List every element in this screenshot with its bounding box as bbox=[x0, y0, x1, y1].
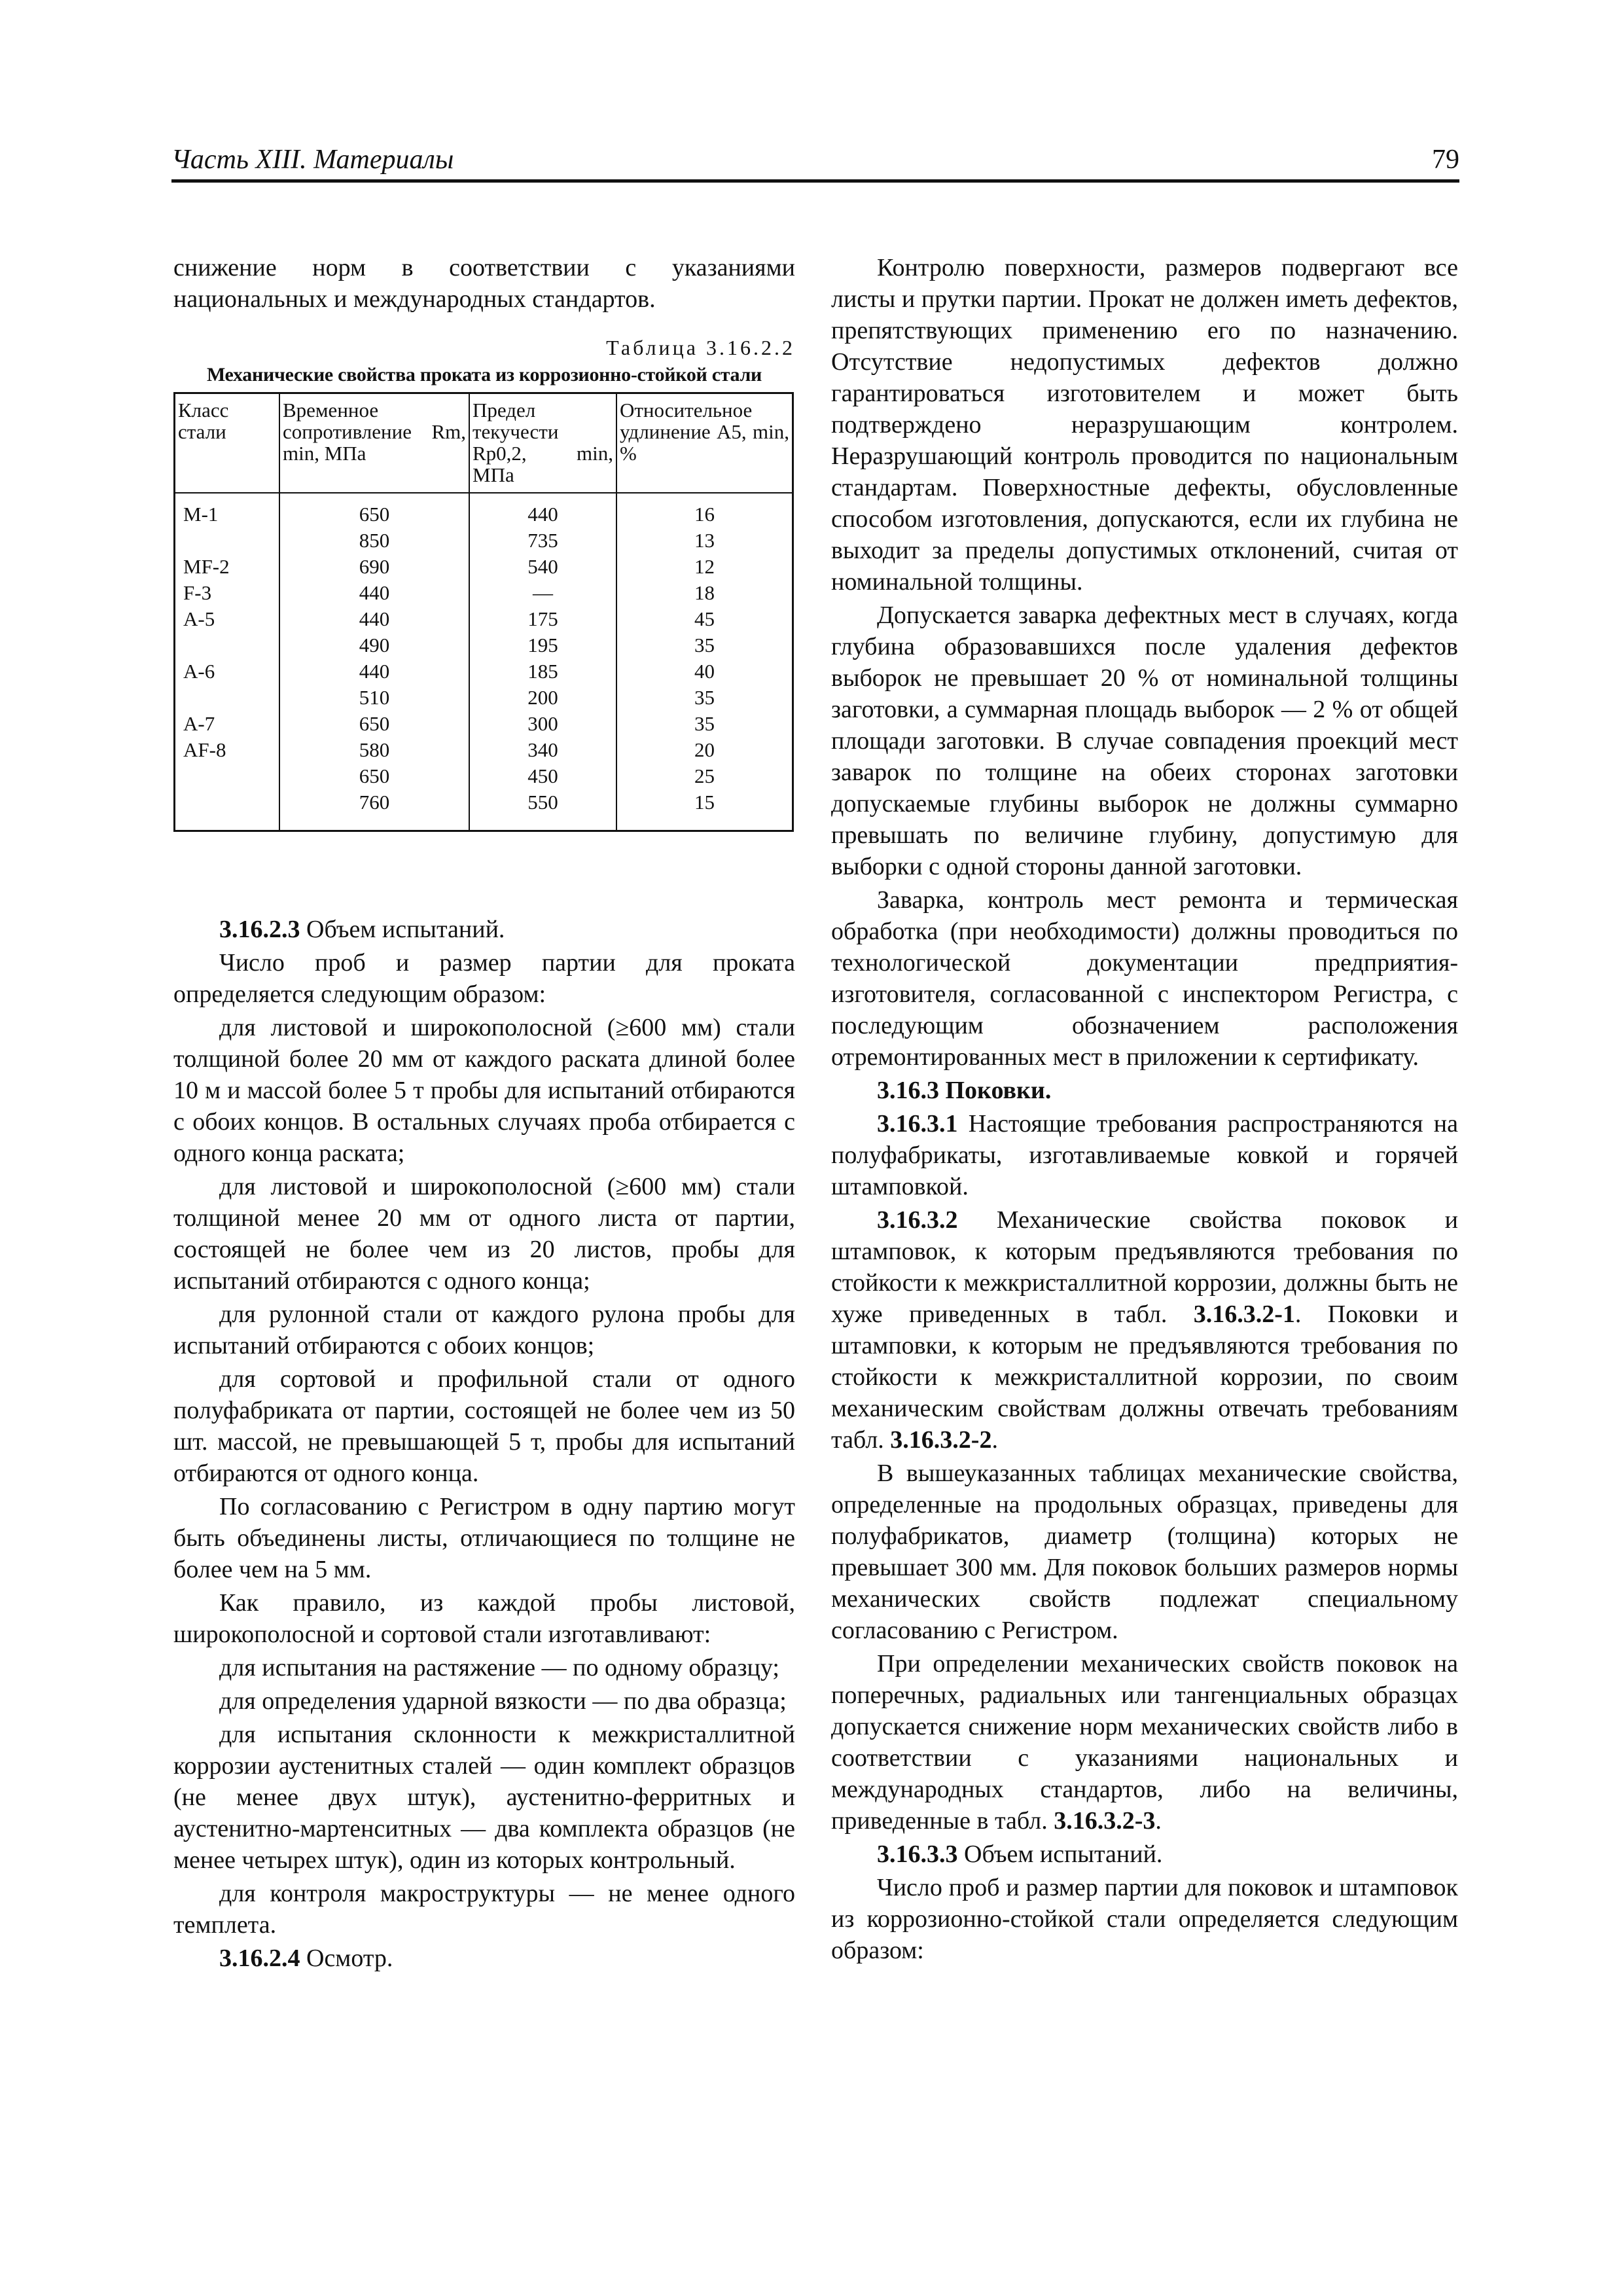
table-cell: 35 bbox=[616, 685, 793, 711]
table-row bbox=[175, 632, 793, 658]
table-cell: 13 bbox=[616, 528, 793, 554]
table-cell: F-3 bbox=[175, 580, 280, 606]
paragraph: 3.16.3.2 Механические свойства поковок и штамповок, к которым предъявляются требования по стойкости к межкристаллитной коррозии, должны быть не хуже приведенных в табл. 3.16.3.2-1. Поковки и штамповки, к которым не предъявляются требования по стойкости к межкристаллитной коррозии, по своим механическим свойствам должны отвечать требованиям табл. 3.16.3.2-2. bbox=[831, 1206, 1458, 1454]
table-cell: 550 bbox=[469, 789, 616, 831]
table-reference: 3.16.3.2-2 bbox=[890, 1426, 992, 1454]
table-cell: 650 bbox=[279, 763, 469, 789]
table-cell: 300 bbox=[469, 711, 616, 737]
table-cell bbox=[175, 789, 280, 831]
table-cell: 440 bbox=[279, 606, 469, 632]
table-row bbox=[175, 606, 793, 632]
table-title: Механические свойства проката из коррозионно-стойкой стали bbox=[206, 364, 762, 386]
table-cell: M-1 bbox=[175, 493, 280, 528]
table-row bbox=[175, 685, 793, 711]
table-cell: 850 bbox=[279, 528, 469, 554]
section-number: 3.16.3.2 bbox=[877, 1206, 958, 1234]
column-header: Предел текучести Rp0,2, min, МПа bbox=[469, 393, 616, 493]
paragraph: 3.16.3.1 Настоящие требования распространяются на полуфабрикаты, изготавливаемые ковкой и горячей штамповкой. bbox=[831, 1110, 1458, 1200]
paragraph: В вышеуказанных таблицах механические свойства, определенные на продольных образцах, приведены для полуфабрикатов, диаметр (толщина) которых не превышает 300 мм. Для поковок больших размеров нормы механических свойств подлежат специальному согласованию с Регистром. bbox=[831, 1460, 1458, 1644]
table-cell bbox=[175, 685, 280, 711]
table-cell: 195 bbox=[469, 632, 616, 658]
left-column bbox=[173, 252, 795, 1974]
paragraph: для испытания на растяжение — по одному образцу; bbox=[219, 1654, 779, 1681]
table-cell: 340 bbox=[469, 737, 616, 763]
table-cell: 650 bbox=[279, 493, 469, 528]
table-cell: A-5 bbox=[175, 606, 280, 632]
page-header bbox=[171, 143, 1459, 183]
table-cell: 35 bbox=[616, 632, 793, 658]
section-number: 3.16.2.3 bbox=[219, 916, 300, 943]
table-cell: 15 bbox=[616, 789, 793, 831]
table-cell: MF-2 bbox=[175, 554, 280, 580]
paragraph: По согласованию с Регистром в одну партию могут быть объединены листы, отличающиеся по толщине не более чем на 5 мм. bbox=[173, 1493, 795, 1583]
column-header: Относительное удлинение A5, min, % bbox=[616, 393, 793, 493]
table-cell: 175 bbox=[469, 606, 616, 632]
table-cell: 650 bbox=[279, 711, 469, 737]
table-cell: 45 bbox=[616, 606, 793, 632]
table-row bbox=[175, 554, 793, 580]
table-cell: 16 bbox=[616, 493, 793, 528]
paragraph: Число проб и размер партии для поковок и штамповок из коррозионно-стойкой стали определяется следующим образом: bbox=[831, 1874, 1458, 1964]
paragraph: для сортовой и профильной стали от одного полуфабриката от партии, состоящей не более чем из 50 шт. массой, не превышающей 5 т, пробы для испытаний отбираются от одного конца. bbox=[173, 1365, 795, 1487]
table-header-row bbox=[175, 393, 793, 493]
table-cell: 20 bbox=[616, 737, 793, 763]
paragraph: Число проб и размер партии для проката определяется следующим образом: bbox=[173, 949, 795, 1008]
section-heading: 3.16.2.4 Осмотр. bbox=[219, 1945, 393, 1972]
steel-properties-table bbox=[173, 392, 794, 832]
section-number: 3.16.2.4 bbox=[219, 1945, 300, 1972]
table-cell: 40 bbox=[616, 658, 793, 685]
table-cell: 580 bbox=[279, 737, 469, 763]
table-cell: 450 bbox=[469, 763, 616, 789]
table-cell: 200 bbox=[469, 685, 616, 711]
running-title: Часть XIII. Материалы bbox=[171, 145, 454, 175]
table-cell bbox=[175, 632, 280, 658]
table-cell: — bbox=[469, 580, 616, 606]
page-number: 79 bbox=[1432, 145, 1459, 175]
table-row bbox=[175, 789, 793, 831]
section-number: 3.16.3.1 bbox=[877, 1110, 958, 1138]
table-reference: 3.16.3.2-1 bbox=[1193, 1300, 1295, 1328]
section-number: 3.16.3.3 bbox=[877, 1840, 958, 1868]
table-cell: 760 bbox=[279, 789, 469, 831]
table-cell: 25 bbox=[616, 763, 793, 789]
paragraph: снижение норм в соответствии с указаниями национальных и международных стандартов. bbox=[173, 254, 795, 313]
table-cell: A-7 bbox=[175, 711, 280, 737]
table-row bbox=[175, 658, 793, 685]
table-row bbox=[175, 493, 793, 528]
table-row bbox=[175, 528, 793, 554]
table-reference: 3.16.3.2-3 bbox=[1054, 1807, 1156, 1835]
section-heading: 3.16.3 Поковки. bbox=[877, 1077, 1052, 1104]
paragraph: Допускается заварка дефектных мест в случаях, когда глубина образовавшихся после удаления дефектов выборок не превышает 20 % от номинальной толщины заготовки, а суммарная площадь выборок — 2 % от общей площади заготовки. В случае совпадения проекций мест заварок по толщине на обеих сторонах заготовки допускаемые глубины выборок не должны суммарно превышать по величине глубину, допустимую для выборки с одной стороны данной заготовки. bbox=[831, 601, 1458, 880]
table-cell: 540 bbox=[469, 554, 616, 580]
table-cell: A-6 bbox=[175, 658, 280, 685]
table-row bbox=[175, 711, 793, 737]
table-cell bbox=[175, 763, 280, 789]
section-heading: 3.16.2.3 Объем испытаний. bbox=[219, 916, 505, 943]
table-cell: 735 bbox=[469, 528, 616, 554]
paragraph: для контроля макроструктуры — не менее одного темплета. bbox=[173, 1880, 795, 1939]
table-cell: 185 bbox=[469, 658, 616, 685]
paragraph: Как правило, из каждой пробы листовой, широкополосной и сортовой стали изготавливают: bbox=[173, 1589, 795, 1648]
table-cell: 510 bbox=[279, 685, 469, 711]
table-cell: 440 bbox=[279, 580, 469, 606]
right-column bbox=[831, 252, 1458, 1966]
paragraph: для испытания склонности к межкристаллитной коррозии аустенитных сталей — один комплект образцов (не менее двух штук), аустенитно-ферритных и аустенитно-мартенситных — два комплекта образцов (не менее четырех штук), один из которых контрольный. bbox=[173, 1721, 795, 1874]
table-caption: Таблица 3.16.2.2 bbox=[606, 336, 795, 359]
paragraph: При определении механических свойств поковок на поперечных, радиальных или тангенциальных образцах допускается снижение норм механических свойств либо в соответствии с указаниями национальных и международных стандартов, либо на величины, приведенные в табл. 3.16.3.2-3. bbox=[831, 1650, 1458, 1835]
paragraph: Контролю поверхности, размеров подвергают все листы и прутки партии. Прокат не должен иметь дефектов, препятствующих применению его по назначению. Отсутствие недопустимых дефектов должно гарантироваться изготовителем и может быть подтверждено неразрушающим контролем. Неразрушающий контроль проводится по национальным стандартам. Поверхностные дефекты, обусловленные способом изготовления, допускаются, если их глубина не выходит за пределы допустимых отклонений, считая от номинальной толщины. bbox=[831, 254, 1458, 596]
section-heading: 3.16.3.3 Объем испытаний. bbox=[877, 1840, 1163, 1868]
table-cell: 490 bbox=[279, 632, 469, 658]
table-cell: 18 bbox=[616, 580, 793, 606]
table-cell: 690 bbox=[279, 554, 469, 580]
table-cell bbox=[175, 528, 280, 554]
paragraph: для рулонной стали от каждого рулона пробы для испытаний отбираются с обоих концов; bbox=[173, 1300, 795, 1359]
table-cell: AF-8 bbox=[175, 737, 280, 763]
paragraph: для листовой и широкополосной (≥600 мм) стали толщиной более 20 мм от каждого раската длиной более 10 м и массой более 5 т пробы для испытаний отбираются с обоих концов. В остальных случаях проба отбирается с одного конца раската; bbox=[173, 1014, 795, 1167]
table-cell: 440 bbox=[279, 658, 469, 685]
paragraph: Заварка, контроль мест ремонта и термическая обработка (при необходимости) должны проводиться по технологической документации предприятия-изготовителя, согласованной с инспектором Регистра, с последующим обозначением расположения отремонтированных мест в приложении к сертификату. bbox=[831, 886, 1458, 1071]
table-cell: 35 bbox=[616, 711, 793, 737]
table-row bbox=[175, 580, 793, 606]
paragraph: для определения ударной вязкости — по два образца; bbox=[219, 1687, 787, 1715]
column-header: Класс стали bbox=[175, 393, 280, 493]
column-header: Временное сопротивление Rm, min, МПа bbox=[279, 393, 469, 493]
paragraph: для листовой и широкополосной (≥600 мм) стали толщиной менее 20 мм от одного листа от партии, состоящей не более чем из 20 листов, пробы для испытаний отбираются с одного конца; bbox=[173, 1173, 795, 1295]
table-cell: 440 bbox=[469, 493, 616, 528]
table-row bbox=[175, 763, 793, 789]
table-row bbox=[175, 737, 793, 763]
table-cell: 12 bbox=[616, 554, 793, 580]
